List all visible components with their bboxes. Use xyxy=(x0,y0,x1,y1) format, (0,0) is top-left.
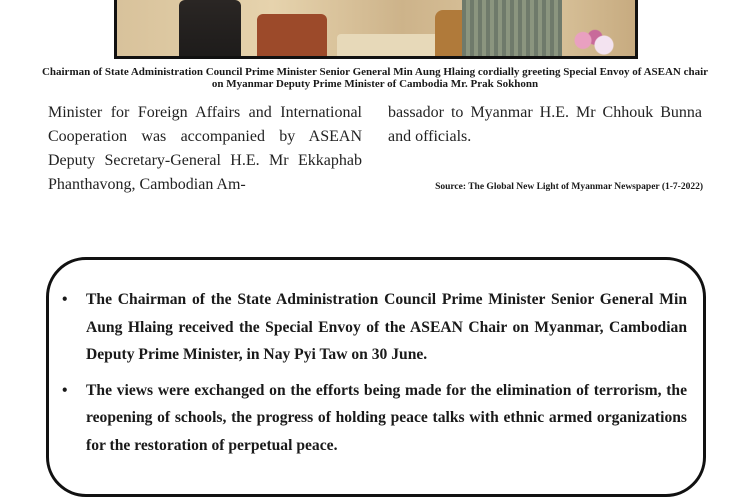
summary-bullets xyxy=(62,286,687,468)
article-column-left xyxy=(48,101,362,197)
source-credit: Source: The Global New Light of Myanmar Newspaper (1-7-2022) xyxy=(435,182,703,192)
summary-bullet-text: The views were exchanged on the efforts being made for the elimination of terrorism, the reopening of schools, the progress of holding peace talks with ethnic armed organizations for the restoration of perpetual peace. xyxy=(86,381,687,454)
photo-person-right xyxy=(462,0,562,59)
bullet-marker: • xyxy=(62,381,68,399)
photo-caption: Chairman of State Administration Council Prime Minister Senior General Min Aung Hlaing cordially greeting Special Envoy of ASEAN chair on Myanmar Deputy Prime Minister of Cambodia Mr. Prak Sokhonn xyxy=(41,66,709,90)
summary-bullet xyxy=(62,286,687,369)
article-text-left: Minister for Foreign Affairs and International Cooperation was accompanied by ASEAN Deputy Secretary-General H.E. Mr Ekkaphab Phanthavong, Cambodian Am- xyxy=(48,104,362,193)
bullet-marker: • xyxy=(62,291,68,308)
photo-flowers xyxy=(565,28,625,59)
summary-bullet-text: The Chairman of the State Administration Council Prime Minister Senior General Min Aung Hlaing received the Special Envoy of the ASEAN Chair on Myanmar, Cambodian Deputy Prime Minister, in Nay Pyi Taw on 30 June. xyxy=(86,291,687,364)
article-text-right: bassador to Myanmar H.E. Mr Chhouk Bunna and officials. xyxy=(388,104,702,145)
photo-person-left xyxy=(179,0,241,59)
summary-bullet xyxy=(62,377,687,460)
news-photo xyxy=(114,0,638,59)
photo-chair-left xyxy=(257,14,327,59)
article-column-right xyxy=(388,101,702,149)
